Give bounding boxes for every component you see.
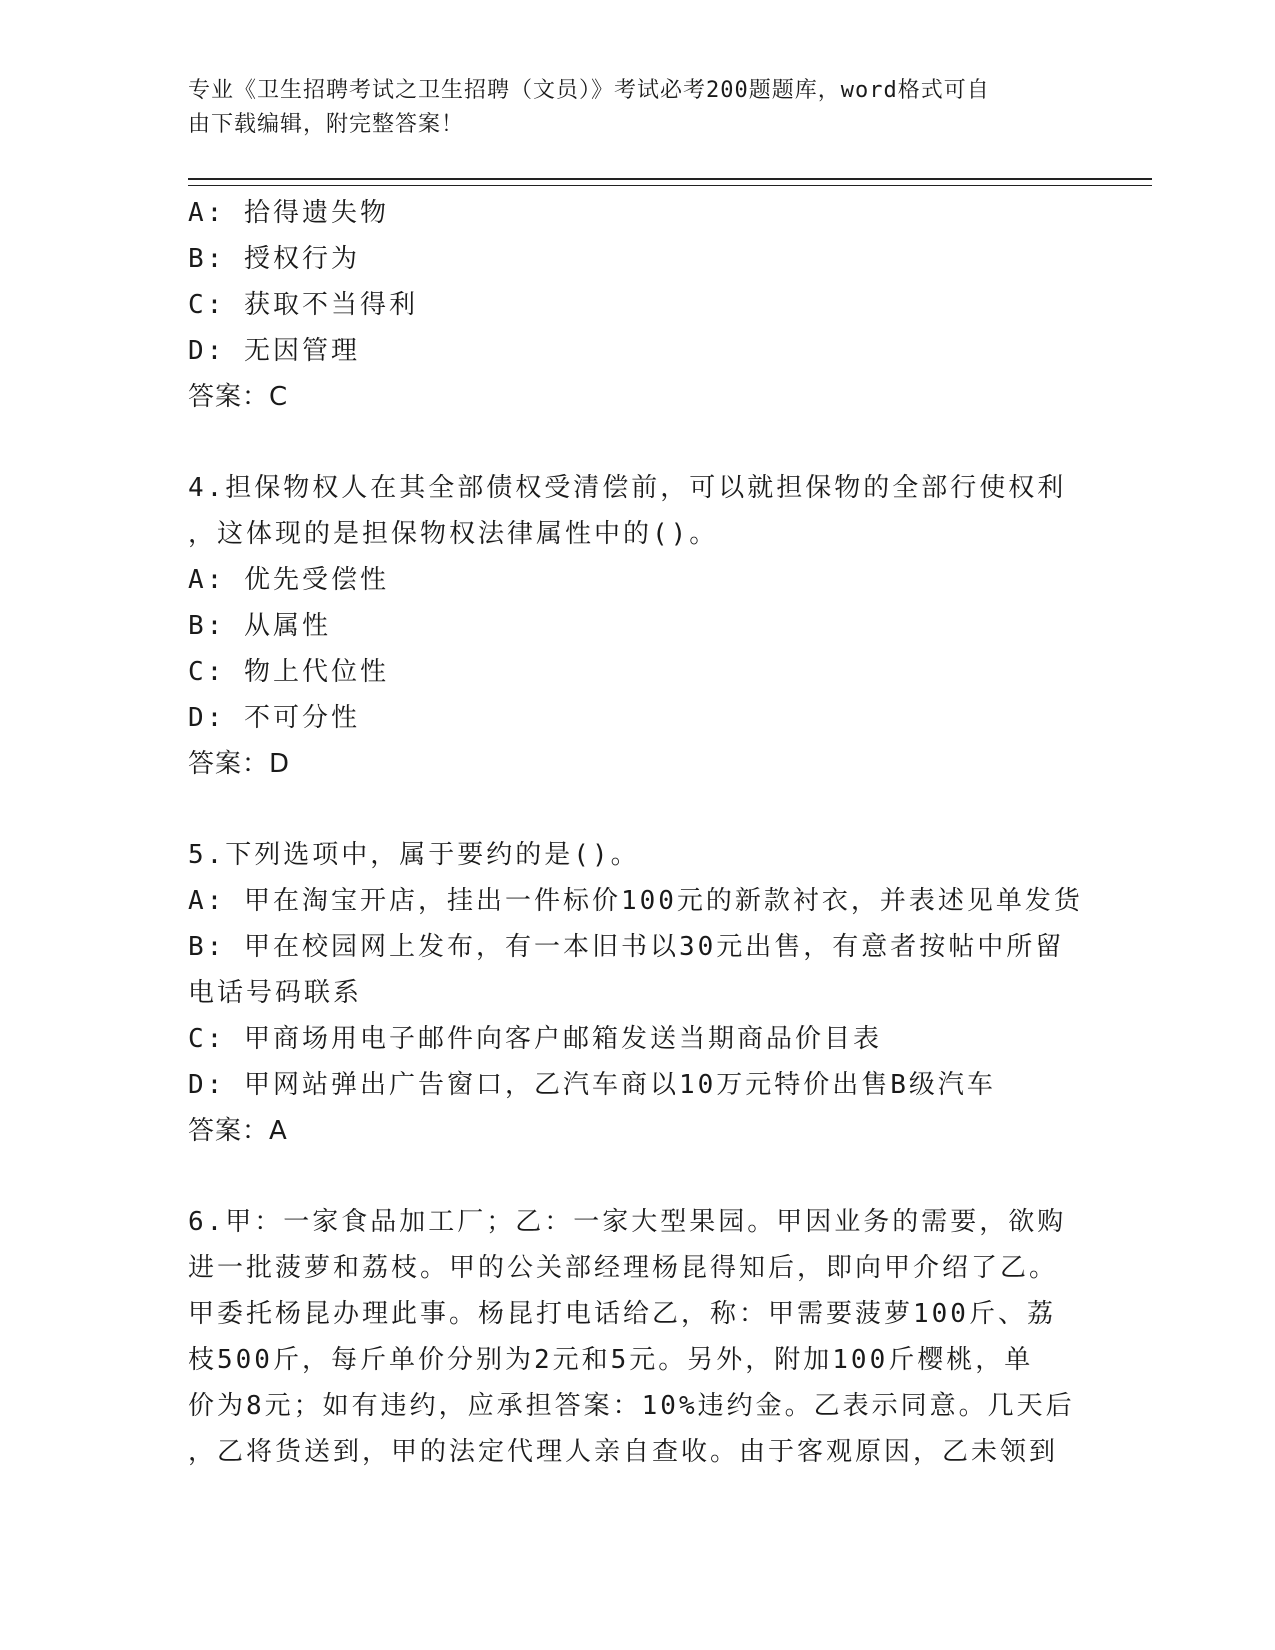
option-d: D: 无因管理 xyxy=(188,336,360,366)
option-d: D: 甲网站弹出广告窗口，乙汽车商以10万元特价出售B级汽车 xyxy=(188,1070,996,1100)
document-header xyxy=(188,74,1068,142)
answer-line: 答案：C xyxy=(188,382,289,412)
question-5 xyxy=(188,832,1088,1154)
question-gap xyxy=(188,787,1088,832)
answer-line: 答案：A xyxy=(188,1116,288,1146)
option-b-line-1: B: 甲在校园网上发布，有一本旧书以30元出售，有意者按帖中所留 xyxy=(188,932,1065,962)
option-b: B: 授权行为 xyxy=(188,244,360,274)
header-title-line-1: 专业《卫生招聘考试之卫生招聘（文员）》考试必考200题题库，word格式可自 xyxy=(188,78,990,103)
question-stem-line-1: 4.担保物权人在其全部债权受清偿前，可以就担保物的全部行使权利 xyxy=(188,473,1067,503)
header-title-line-2: 由下载编辑，附完整答案！ xyxy=(188,112,465,137)
question-3 xyxy=(188,190,1088,420)
option-c: C: 获取不当得利 xyxy=(188,290,418,320)
question-4 xyxy=(188,465,1088,787)
option-a: A: 拾得遗失物 xyxy=(188,198,389,228)
question-6 xyxy=(188,1199,1088,1475)
question-stem-line-2: 进一批菠萝和荔枝。甲的公关部经理杨昆得知后，即向甲介绍了乙。 xyxy=(188,1253,1059,1283)
question-stem-line-4: 枝500斤，每斤单价分别为2元和5元。另外，附加100斤樱桃，单 xyxy=(188,1345,1034,1375)
question-stem-line-6: ，乙将货送到，甲的法定代理人亲自查收。由于客观原因，乙未领到 xyxy=(188,1437,1059,1467)
question-stem: 5.下列选项中，属于要约的是()。 xyxy=(188,840,640,870)
question-stem-line-5: 价为8元；如有违约，应承担答案：10%违约金。乙表示同意。几天后 xyxy=(188,1391,1075,1421)
question-gap xyxy=(188,420,1088,465)
option-a: A: 优先受偿性 xyxy=(188,565,389,595)
option-d: D: 不可分性 xyxy=(188,703,360,733)
question-stem-line-2: ，这体现的是担保物权法律属性中的()。 xyxy=(188,519,719,549)
option-b: B: 从属性 xyxy=(188,611,331,641)
question-gap xyxy=(188,1154,1088,1199)
header-divider xyxy=(188,178,1152,186)
question-list xyxy=(188,190,1088,1475)
option-c: C: 物上代位性 xyxy=(188,657,389,687)
option-a: A: 甲在淘宝开店，挂出一件标价100元的新款衬衣，并表述见单发货 xyxy=(188,886,1083,916)
answer-line: 答案：D xyxy=(188,749,291,779)
option-b-line-2: 电话号码联系 xyxy=(188,978,363,1008)
question-stem-line-3: 甲委托杨昆办理此事。杨昆打电话给乙，称：甲需要菠萝100斤、荔 xyxy=(188,1299,1056,1329)
question-stem-line-1: 6.甲：一家食品加工厂；乙：一家大型果园。甲因业务的需要，欲购 xyxy=(188,1207,1067,1237)
option-c: C: 甲商场用电子邮件向客户邮箱发送当期商品价目表 xyxy=(188,1024,882,1054)
